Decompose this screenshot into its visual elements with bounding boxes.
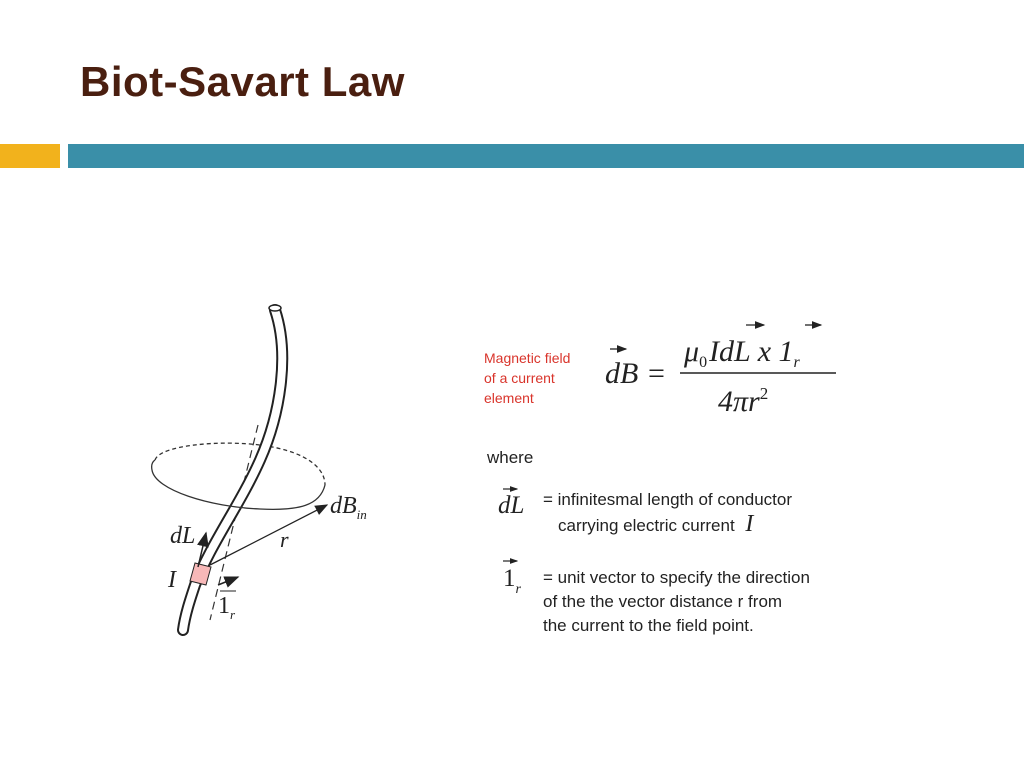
formula-equals: = [648, 357, 665, 390]
formula-numerator: $\mu_0IdL$ x $1_r$ [684, 335, 800, 371]
unit-vector-arrow [218, 577, 238, 585]
definition-line: = infinitesmal length of conductor [543, 490, 793, 509]
where-label: where [487, 448, 534, 467]
definition-symbol-unit-vector [498, 556, 538, 600]
definition-line: the current to the field point. [543, 616, 754, 635]
label-r: r [280, 527, 289, 552]
definition-line: = unit vector to specify the direction [543, 568, 810, 587]
definition-symbol-dl [495, 485, 540, 521]
slide-title: Biot-Savart Law [80, 58, 405, 105]
formula-denominator: $4\pi r^2$ [718, 384, 769, 418]
caption-line: Magnetic field [484, 350, 571, 366]
caption-line: of a current [484, 370, 555, 386]
field-loop-back [155, 443, 325, 485]
definition-dl [543, 488, 792, 538]
svg-text:1r: $1_r$ [503, 565, 521, 597]
definition-line: of the the vector distance r from [543, 592, 783, 611]
label-db: $dB_{in}$ [330, 493, 367, 522]
formula-lhs: dB [605, 357, 639, 390]
wire-end [269, 305, 281, 311]
header-bar [68, 144, 1024, 168]
accent-bar [0, 144, 60, 168]
wire-diagram [140, 295, 390, 640]
definition-unit-vector [543, 566, 810, 638]
definition-line: carrying electric current I [558, 511, 754, 537]
current-element [190, 563, 211, 585]
biot-savart-formula [600, 315, 850, 425]
current-symbol: I [745, 511, 754, 537]
label-unit-vector: $1_r$ [218, 593, 236, 622]
svg-text:dL: dL [498, 492, 525, 519]
caption-line: element [484, 390, 534, 406]
formula-caption [484, 348, 570, 408]
label-dl: dL [170, 523, 196, 549]
label-i: I [168, 567, 176, 593]
